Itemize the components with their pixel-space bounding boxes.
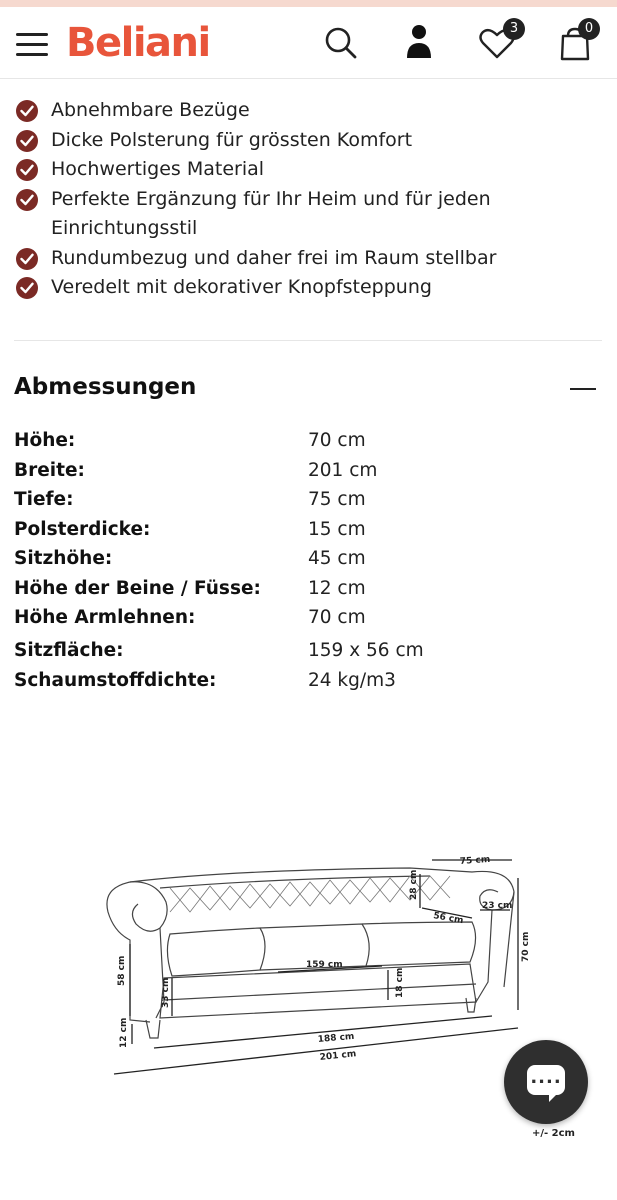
dimension-value: 75 cm — [308, 489, 366, 510]
dimension-row — [14, 574, 604, 604]
feature-item — [16, 155, 606, 185]
chat-bubble-tail — [549, 1092, 559, 1102]
tolerance-note: +/- 2cm — [532, 1128, 575, 1139]
check-icon — [16, 277, 38, 299]
account-icon[interactable] — [398, 21, 442, 65]
dimension-label: Höhe Armlehnen: — [14, 607, 196, 628]
wishlist-button[interactable] — [476, 21, 520, 65]
dimension-label: Schaumstoffdichte: — [14, 669, 217, 691]
chat-icon — [527, 1065, 565, 1095]
feature-item — [16, 96, 606, 126]
top-accent-strip — [0, 0, 617, 7]
check-icon — [16, 189, 38, 211]
minus-icon — [570, 388, 596, 390]
dimension-label-back-height: 28 cm — [409, 869, 419, 900]
dimension-value: 70 cm — [308, 607, 366, 628]
check-icon — [16, 130, 38, 152]
dimension-value: 201 cm — [308, 459, 378, 481]
feature-text: Rundumbezug und daher frei im Raum stellbar — [51, 246, 497, 269]
logo[interactable]: Beliani — [66, 20, 210, 66]
feature-item — [16, 244, 606, 274]
sofa-dimension-diagram — [100, 852, 540, 1142]
dimension-label: Sitzfläche: — [14, 640, 124, 661]
dimension-label: Breite: — [14, 459, 85, 481]
feature-text: Hochwertiges Material — [51, 158, 265, 180]
feature-text: Perfekte Ergänzung für Ihr Heim und für jeden Einrichtungsstil — [51, 187, 491, 239]
feature-item — [16, 126, 606, 156]
check-icon — [16, 100, 38, 122]
dimensions-title: Abmessungen — [14, 374, 197, 400]
dimension-row — [14, 456, 604, 486]
feature-list — [16, 96, 606, 303]
dimension-label-leg-height: 12 cm — [119, 1017, 129, 1048]
wishlist-count-badge: 3 — [503, 18, 525, 40]
site-header — [0, 7, 617, 79]
dimension-row — [14, 485, 604, 515]
collapse-section-button[interactable] — [568, 375, 598, 403]
feature-item — [16, 273, 606, 303]
chat-button[interactable] — [504, 1040, 588, 1124]
dimension-label: Sitzhöhe: — [14, 548, 113, 569]
dimension-label-total-width: 201 cm — [319, 1049, 357, 1063]
dimension-label-inner-width: 188 cm — [317, 1031, 355, 1045]
chat-dots: .... — [530, 1067, 562, 1088]
dimension-row — [14, 544, 604, 574]
dimension-row — [14, 636, 604, 666]
feature-text: Dicke Polsterung für grössten Komfort — [51, 128, 413, 151]
dimension-label-cushion: 18 cm — [395, 967, 405, 998]
dimension-value: 159 x 56 cm — [308, 640, 424, 661]
search-icon[interactable] — [318, 21, 362, 65]
dimension-value: 15 cm — [308, 518, 366, 540]
section-divider — [14, 340, 602, 341]
dimension-label-arm-width: 23 cm — [482, 901, 513, 911]
dimension-label-arm-height: 58 cm — [117, 955, 127, 986]
check-icon — [16, 248, 38, 270]
feature-text: Abnehmbare Bezüge — [51, 99, 250, 121]
dimension-label-total-height: 70 cm — [521, 931, 531, 962]
menu-icon[interactable] — [16, 31, 48, 57]
feature-text: Veredelt mit dekorativer Knopfsteppung — [51, 276, 432, 298]
check-icon — [16, 159, 38, 181]
dimension-row — [14, 666, 604, 696]
dimension-value: 24 kg/m3 — [308, 669, 396, 691]
dimension-label-seat-height: 33 cm — [161, 977, 171, 1008]
dimension-row — [14, 426, 604, 456]
dimensions-table — [14, 426, 604, 695]
cart-button[interactable] — [554, 21, 598, 65]
dimension-value: 12 cm — [308, 577, 366, 599]
cart-count-badge: 0 — [578, 18, 600, 40]
dimension-label-seat-width: 159 cm — [306, 960, 343, 970]
feature-item — [16, 185, 606, 244]
dimension-row — [14, 515, 604, 545]
dimension-label: Tiefe: — [14, 489, 74, 510]
dimension-row — [14, 603, 604, 633]
dimension-value: 70 cm — [308, 430, 366, 451]
dimension-label: Polsterdicke: — [14, 518, 151, 540]
dimension-value: 45 cm — [308, 548, 366, 569]
dimension-label-seat-depth: 56 cm — [432, 911, 465, 927]
dimension-label-depth: 75 cm — [459, 854, 491, 867]
dimension-label: Höhe der Beine / Füsse: — [14, 577, 261, 599]
dimension-label: Höhe: — [14, 430, 76, 451]
